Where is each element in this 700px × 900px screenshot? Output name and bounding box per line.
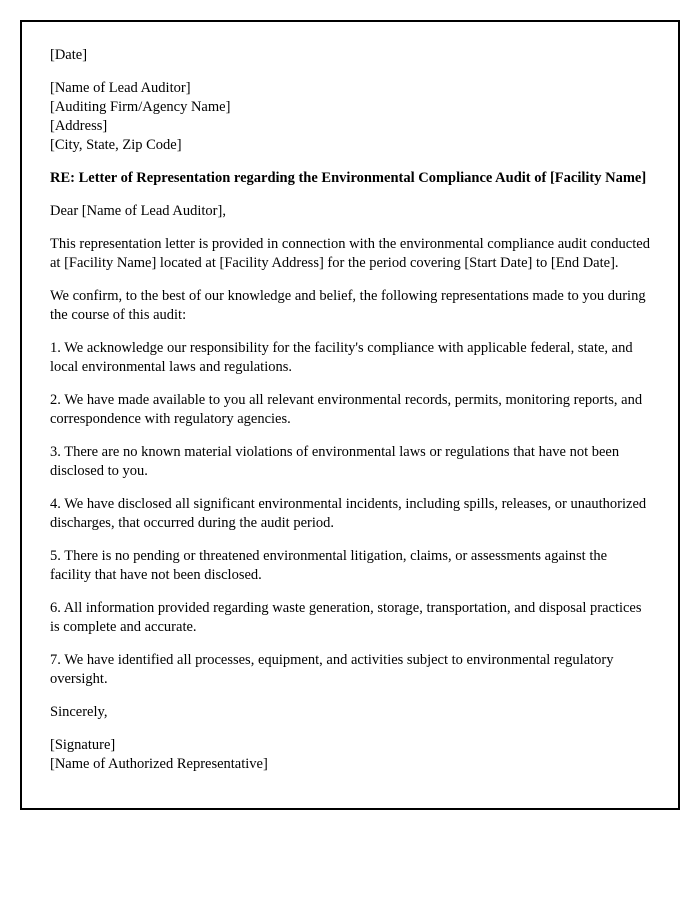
representation-item-6: 6. All information provided regarding waste generation, storage, transportation, and disposal practices is complete and accurate. bbox=[50, 600, 642, 635]
closing-line: Sincerely, bbox=[50, 704, 108, 720]
confirmation-paragraph: We confirm, to the best of our knowledge and belief, the following representations made to you during the course of this audit: bbox=[50, 288, 646, 323]
representation-item-5: 5. There is no pending or threatened environmental litigation, claims, or assessments against the facility that have not been disclosed. bbox=[50, 548, 608, 583]
representation-item-2: 2. We have made available to you all relevant environmental records, permits, monitoring reports, and correspondence with regulatory agencies. bbox=[50, 392, 643, 427]
representation-item-4: 4. We have disclosed all significant environmental incidents, including spills, releases, or unauthorized discharges, that occurred during the audit period. bbox=[50, 496, 647, 531]
signer-name-line: [Name of Authorized Representative] bbox=[50, 756, 268, 772]
signature-block bbox=[50, 736, 650, 774]
representation-item-1: 1. We acknowledge our responsibility for the facility's compliance with applicable federal, state, and local environmental laws and regulations. bbox=[50, 340, 633, 375]
recipient-city-line: [City, State, Zip Code] bbox=[50, 137, 182, 153]
representation-item-3: 3. There are no known material violations of environmental laws or regulations that have not been disclosed to you. bbox=[50, 444, 620, 479]
representation-item-7: 7. We have identified all processes, equipment, and activities subject to environmental regulatory oversight. bbox=[50, 652, 614, 687]
date-line: [Date] bbox=[50, 47, 88, 63]
recipient-address-line: [Address] bbox=[50, 118, 108, 134]
recipient-name-line: [Name of Lead Auditor] bbox=[50, 80, 191, 96]
recipient-firm-line: [Auditing Firm/Agency Name] bbox=[50, 99, 231, 115]
recipient-block bbox=[50, 79, 650, 155]
salutation: Dear [Name of Lead Auditor], bbox=[50, 203, 226, 219]
signature-placeholder: [Signature] bbox=[50, 737, 116, 753]
intro-paragraph: This representation letter is provided in connection with the environmental compliance audit conducted at [Facility Name] located at [Facility Address] for the period covering [Start Date] to [End Date]. bbox=[50, 236, 650, 271]
letter-page bbox=[20, 20, 680, 810]
subject-line: RE: Letter of Representation regarding the Environmental Compliance Audit of [Facility Name] bbox=[50, 170, 647, 186]
